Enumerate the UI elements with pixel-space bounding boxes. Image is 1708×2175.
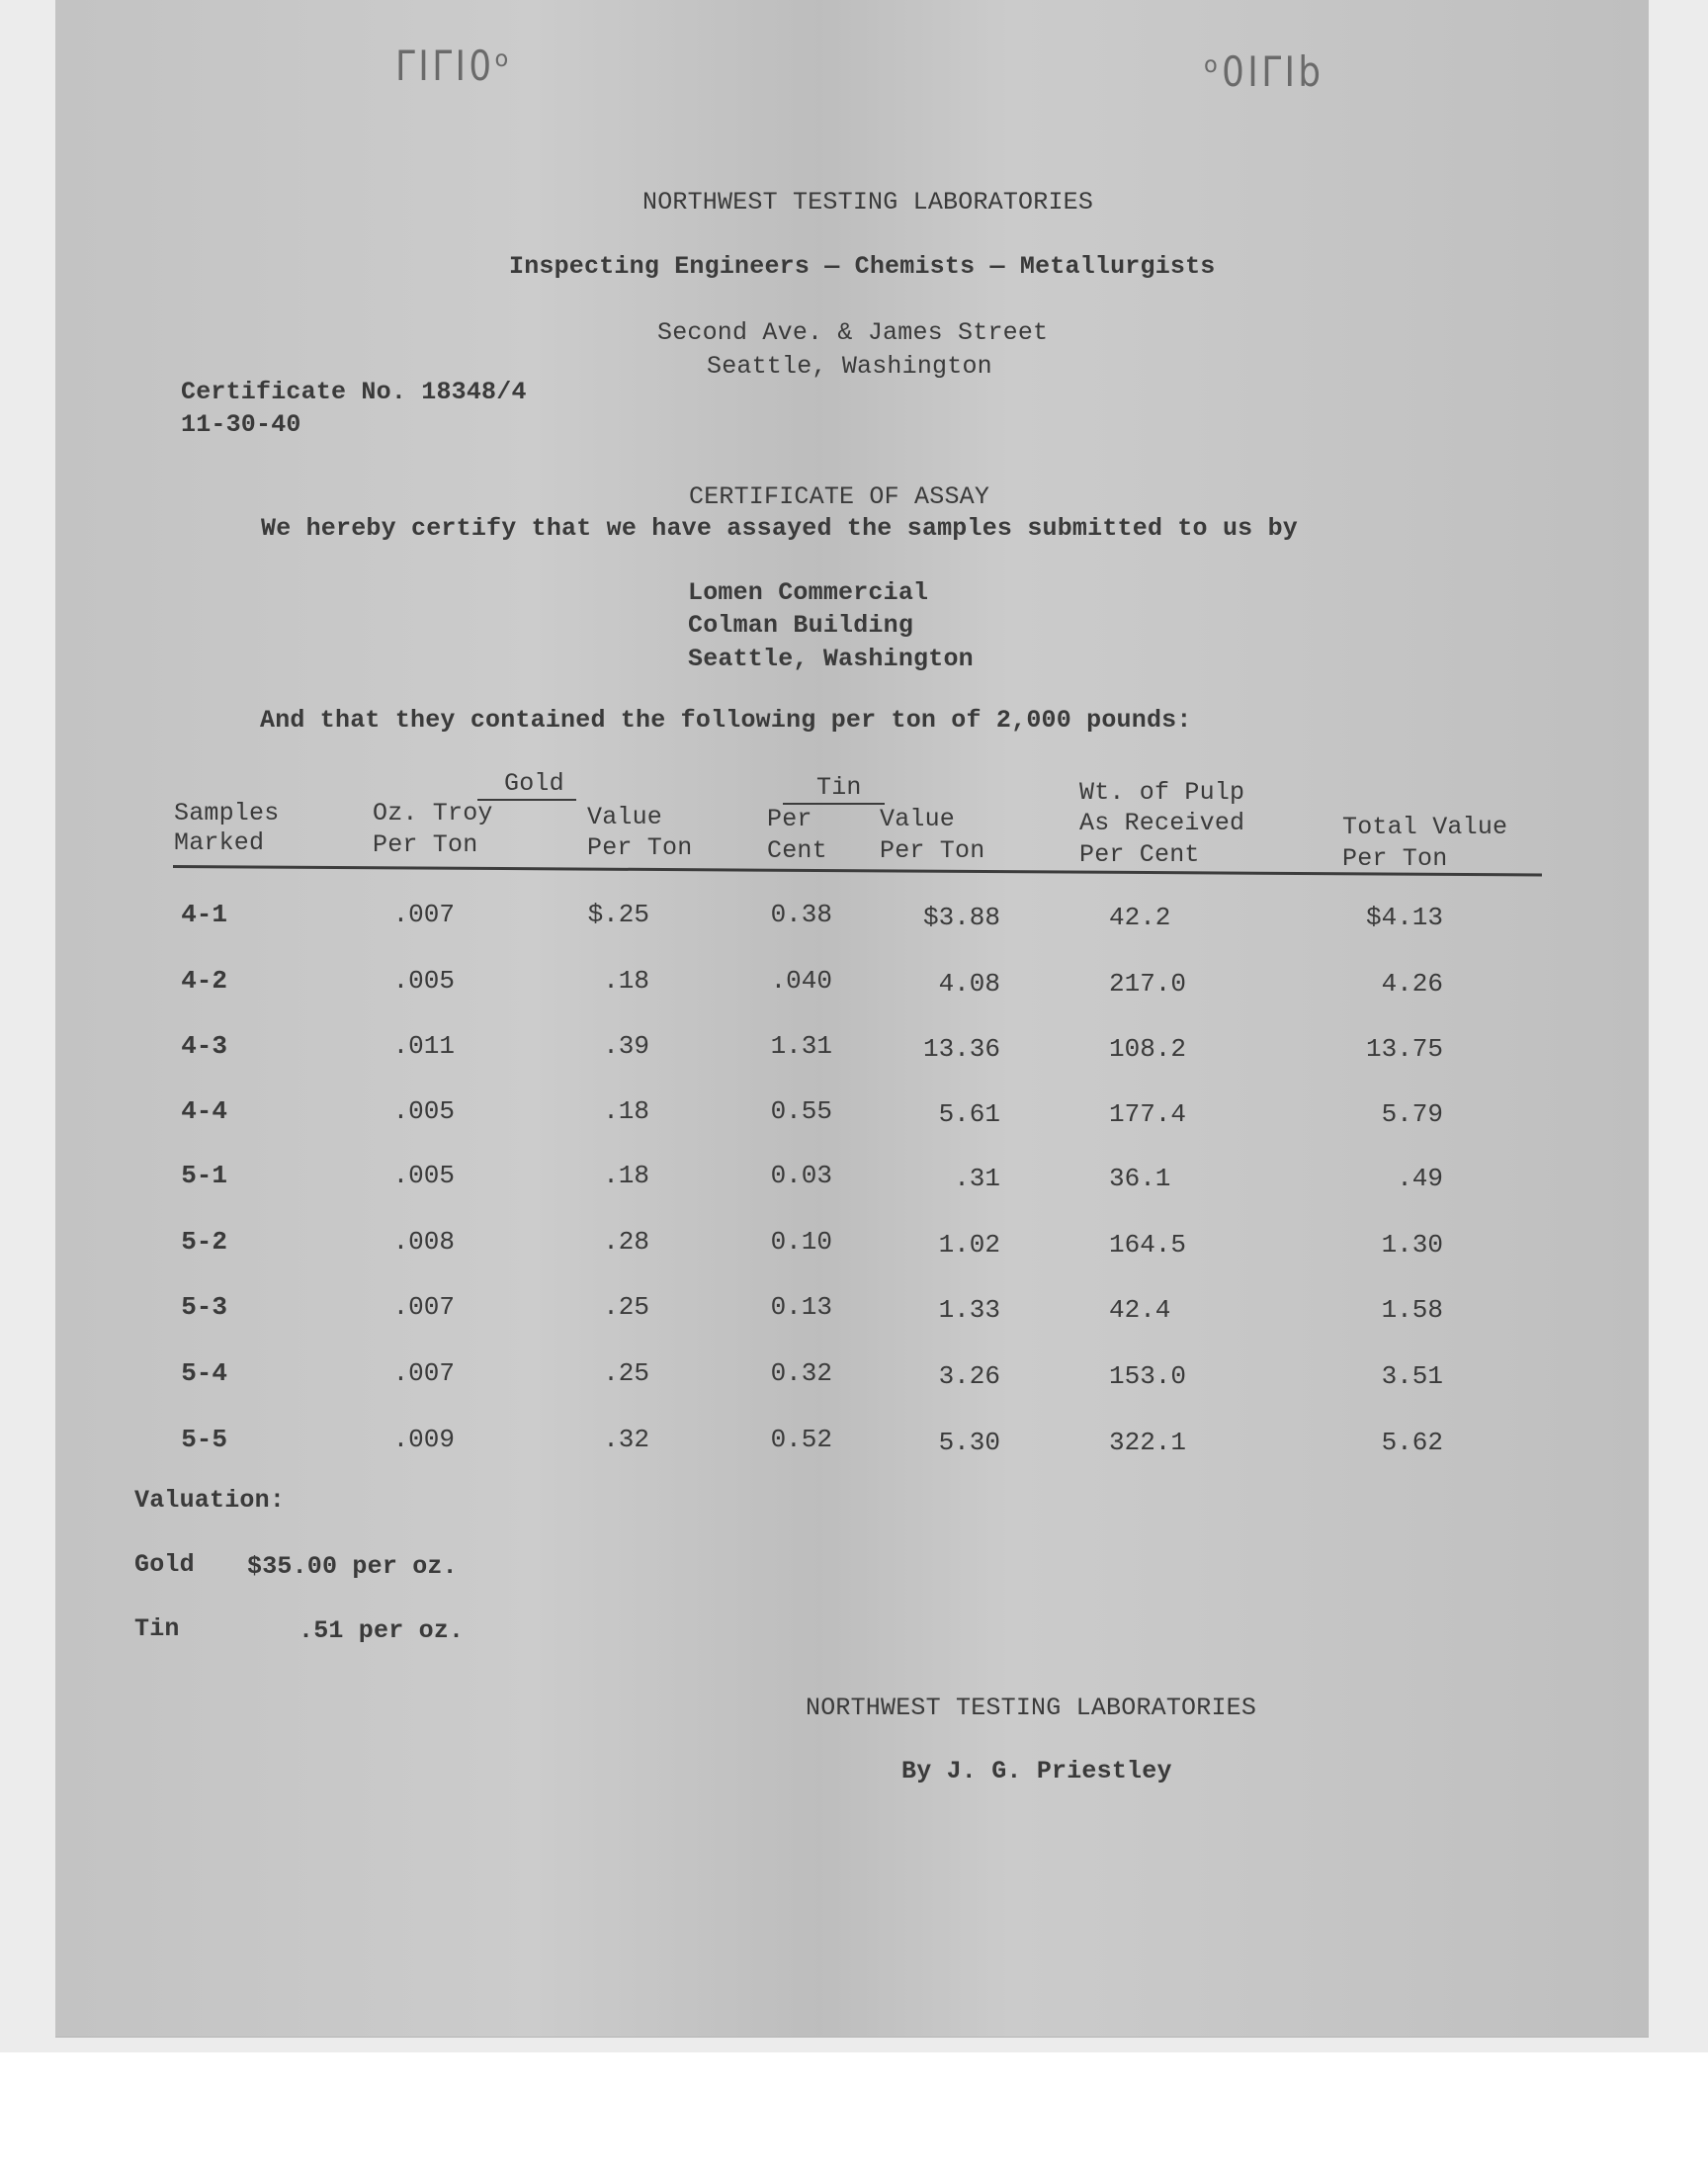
address-line-2: Seattle, Washington: [707, 352, 992, 381]
cell-total-value: 3.51: [1381, 1361, 1443, 1391]
cell-tin-percent: 0.55: [770, 1096, 832, 1126]
cell-total-value: 1.30: [1381, 1230, 1443, 1260]
cell-pulp-weight: 164.5: [1109, 1230, 1187, 1260]
cell-gold-oz: .009: [392, 1425, 455, 1454]
valuation-label: Valuation:: [134, 1486, 286, 1515]
header-gold-value: Value: [587, 803, 663, 831]
cell-tin-percent: 0.03: [770, 1161, 832, 1190]
header-pulp-weight: Wt. of Pulp: [1079, 778, 1245, 807]
group-header-gold: Gold: [504, 769, 564, 798]
cell-gold-value: .25: [603, 1358, 649, 1388]
cell-tin-percent: 0.32: [770, 1358, 832, 1388]
header-marked: Marked: [174, 828, 265, 857]
header-oz-troy: Oz. Troy: [373, 799, 493, 827]
cell-sample: 4-1: [181, 900, 227, 929]
header-gold-per-ton: Per Ton: [587, 833, 693, 862]
cell-sample: 5-2: [181, 1227, 227, 1257]
cell-sample: 4-2: [181, 966, 227, 996]
cell-tin-value: 4.08: [938, 969, 1000, 999]
cell-gold-oz: .008: [392, 1227, 455, 1257]
header-tin-per-ton: Per Ton: [880, 836, 985, 865]
cell-tin-value: $3.88: [922, 903, 1000, 932]
cell-tin-value: 5.30: [938, 1428, 1000, 1457]
certificate-number: Certificate No. 18348/4: [181, 378, 527, 406]
cell-sample: 5-5: [181, 1425, 227, 1454]
header-total-value: Total Value: [1342, 813, 1508, 841]
certification-intro: We hereby certify that we have assayed the samples submitted to us by: [261, 514, 1298, 543]
group-header-tin: Tin: [816, 773, 862, 802]
cell-pulp-weight: 108.2: [1109, 1034, 1187, 1064]
cell-tin-percent: .040: [770, 966, 832, 996]
valuation-tin-value: .51 per oz.: [299, 1616, 465, 1645]
cell-gold-oz: .007: [392, 900, 455, 929]
cell-total-value: .49: [1397, 1164, 1443, 1193]
address-line-1: Second Ave. & James Street: [657, 318, 1049, 347]
cell-gold-value: .32: [603, 1425, 649, 1454]
cell-total-value: 13.75: [1365, 1034, 1443, 1064]
cell-gold-oz: .007: [392, 1358, 455, 1388]
header-tin-per: Per: [767, 805, 812, 833]
cell-sample: 5-3: [181, 1292, 227, 1322]
certificate-date: 11-30-40: [181, 410, 301, 439]
cell-gold-value: .18: [603, 1096, 649, 1126]
cell-total-value: 4.26: [1381, 969, 1443, 999]
cell-tin-percent: 0.13: [770, 1292, 832, 1322]
header-tin-cent: Cent: [767, 836, 827, 865]
company-name: NORTHWEST TESTING LABORATORIES: [642, 188, 1094, 217]
valuation-gold-label: Gold: [134, 1550, 195, 1579]
cell-gold-oz: .005: [392, 966, 455, 996]
document-page: [55, 0, 1649, 2037]
cell-gold-value: .25: [603, 1292, 649, 1322]
cell-tin-value: 13.36: [922, 1034, 1000, 1064]
header-pulp-per-cent: Per Cent: [1079, 840, 1200, 869]
stamp-number-right: ᵒ0ΙΓΙb: [1204, 47, 1324, 96]
assay-statement: And that they contained the following per ton of 2,000 pounds:: [260, 706, 1192, 735]
cell-pulp-weight: 177.4: [1109, 1099, 1187, 1129]
company-tagline: Inspecting Engineers — Chemists — Metallurgists: [509, 252, 1216, 281]
cell-tin-value: 5.61: [938, 1099, 1000, 1129]
cell-gold-value: .39: [603, 1031, 649, 1061]
cell-tin-percent: 1.31: [770, 1031, 832, 1061]
cell-tin-percent: 0.10: [770, 1227, 832, 1257]
cell-gold-oz: .005: [392, 1161, 455, 1190]
signature-by: By J. G. Priestley: [901, 1757, 1172, 1785]
cell-pulp-weight: 42.2: [1109, 903, 1171, 932]
certificate-title: CERTIFICATE OF ASSAY: [689, 482, 990, 511]
cell-pulp-weight: 322.1: [1109, 1428, 1187, 1457]
valuation-tin-label: Tin: [134, 1614, 180, 1643]
header-oz-per-ton: Per Ton: [373, 830, 478, 859]
cell-total-value: 1.58: [1381, 1295, 1443, 1325]
signature-company: NORTHWEST TESTING LABORATORIES: [806, 1694, 1257, 1722]
cell-tin-value: 1.02: [938, 1230, 1000, 1260]
cell-total-value: 5.62: [1381, 1428, 1443, 1457]
cell-sample: 4-4: [181, 1096, 227, 1126]
cell-sample: 5-1: [181, 1161, 227, 1190]
cell-pulp-weight: 153.0: [1109, 1361, 1187, 1391]
cell-sample: 4-3: [181, 1031, 227, 1061]
cell-sample: 5-4: [181, 1358, 227, 1388]
header-total-per-ton: Per Ton: [1342, 844, 1448, 873]
cell-pulp-weight: 36.1: [1109, 1164, 1171, 1193]
cell-gold-oz: .007: [392, 1292, 455, 1322]
cell-gold-oz: .011: [392, 1031, 455, 1061]
cell-pulp-weight: 42.4: [1109, 1295, 1171, 1325]
cell-gold-value: .28: [603, 1227, 649, 1257]
header-samples: Samples: [174, 799, 280, 827]
header-pulp-received: As Received: [1079, 809, 1245, 837]
cell-gold-value: .18: [603, 966, 649, 996]
cell-tin-percent: 0.38: [770, 900, 832, 929]
stamp-number-left: ΓΙΓΙ0ᵒ: [395, 42, 513, 90]
valuation-gold-value: $35.00 per oz.: [247, 1552, 458, 1581]
cell-pulp-weight: 217.0: [1109, 969, 1187, 999]
cell-tin-value: 3.26: [938, 1361, 1000, 1391]
client-name: Lomen Commercial: [688, 578, 929, 607]
header-tin-value: Value: [880, 805, 956, 833]
cell-total-value: 5.79: [1381, 1099, 1443, 1129]
cell-tin-value: 1.33: [938, 1295, 1000, 1325]
cell-gold-oz: .005: [392, 1096, 455, 1126]
cell-tin-value: .31: [954, 1164, 1000, 1193]
cell-total-value: $4.13: [1365, 903, 1443, 932]
client-building: Colman Building: [688, 611, 914, 640]
cell-gold-value: .18: [603, 1161, 649, 1190]
cell-tin-percent: 0.52: [770, 1425, 832, 1454]
client-city: Seattle, Washington: [688, 645, 974, 673]
cell-gold-value: $.25: [587, 900, 649, 929]
